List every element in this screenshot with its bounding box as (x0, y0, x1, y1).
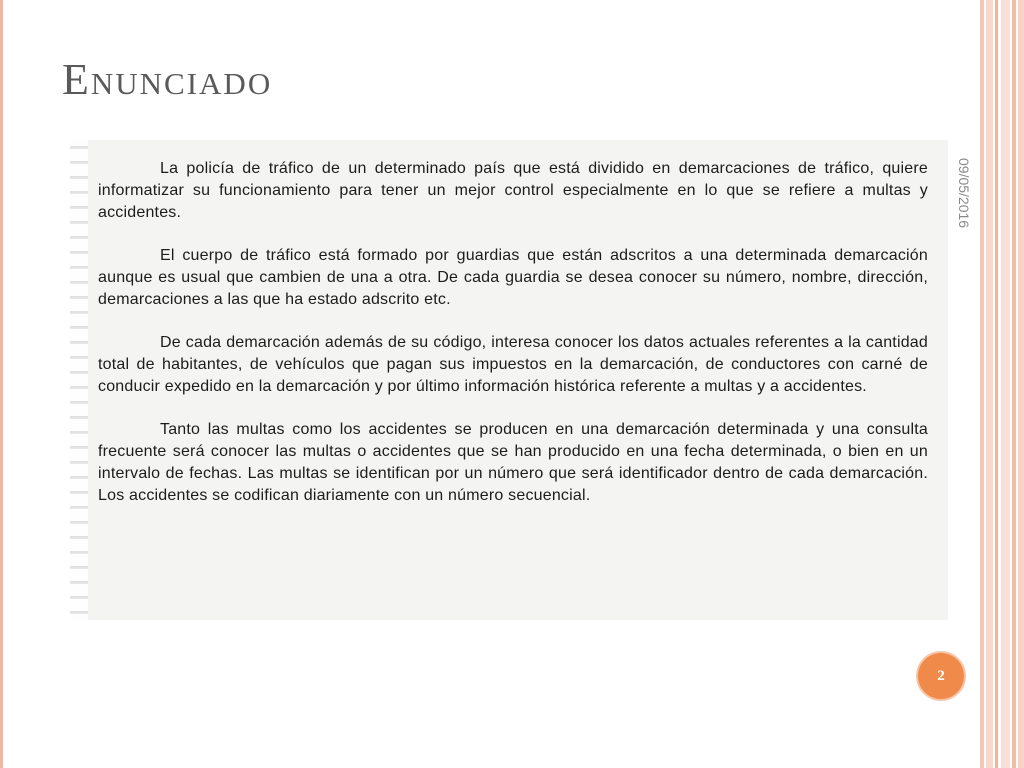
left-border (0, 0, 3, 768)
slide-title: Enunciado (62, 55, 273, 104)
right-stripe (995, 0, 998, 768)
right-stripe (1012, 0, 1016, 768)
scanned-text-body (98, 158, 928, 507)
scan-binding-edge (70, 140, 88, 620)
paragraph: De cada demarcación además de su código, interesa conocer los datos actuales referentes a la cantidad total de habitantes, de vehículos que pagan sus impuestos en la demarcación, de conductores con carné de conducir expedido en la demarcación y por último información histórica referente a multas y a accidentes. (98, 334, 928, 395)
page-number-badge: 2 (918, 653, 964, 699)
slide-date: 09/05/2016 (956, 158, 972, 229)
right-stripe (1001, 0, 1010, 768)
paragraph: El cuerpo de tráfico está formado por guardias que están adscritos a una determinada demarcación aunque es usual que cambien de una a otra. De cada guardia se desea conocer su número, nombre, dirección, demarcaciones a las que ha estado adscrito etc. (98, 247, 928, 308)
right-stripe (980, 0, 984, 768)
paragraph: La policía de tráfico de un determinado país que está dividido en demarcaciones de tráfico, quiere informatizar su funcionamiento para tener un mejor control especialmente en lo que se refiere a multas y accidentes. (98, 160, 928, 221)
right-stripe (1018, 0, 1024, 768)
paragraph: Tanto las multas como los accidentes se producen en una demarcación determinada y una consulta frecuente será conocer las multas o accidentes que se han producido en una fecha determinada, o bien en un intervalo de fechas. Las multas se identifican por un número que será identificador dentro de cada demarcación. Los accidentes se codifican diariamente con un número secuencial. (98, 421, 928, 504)
right-stripe (986, 0, 993, 768)
scanned-text-image (70, 140, 948, 620)
